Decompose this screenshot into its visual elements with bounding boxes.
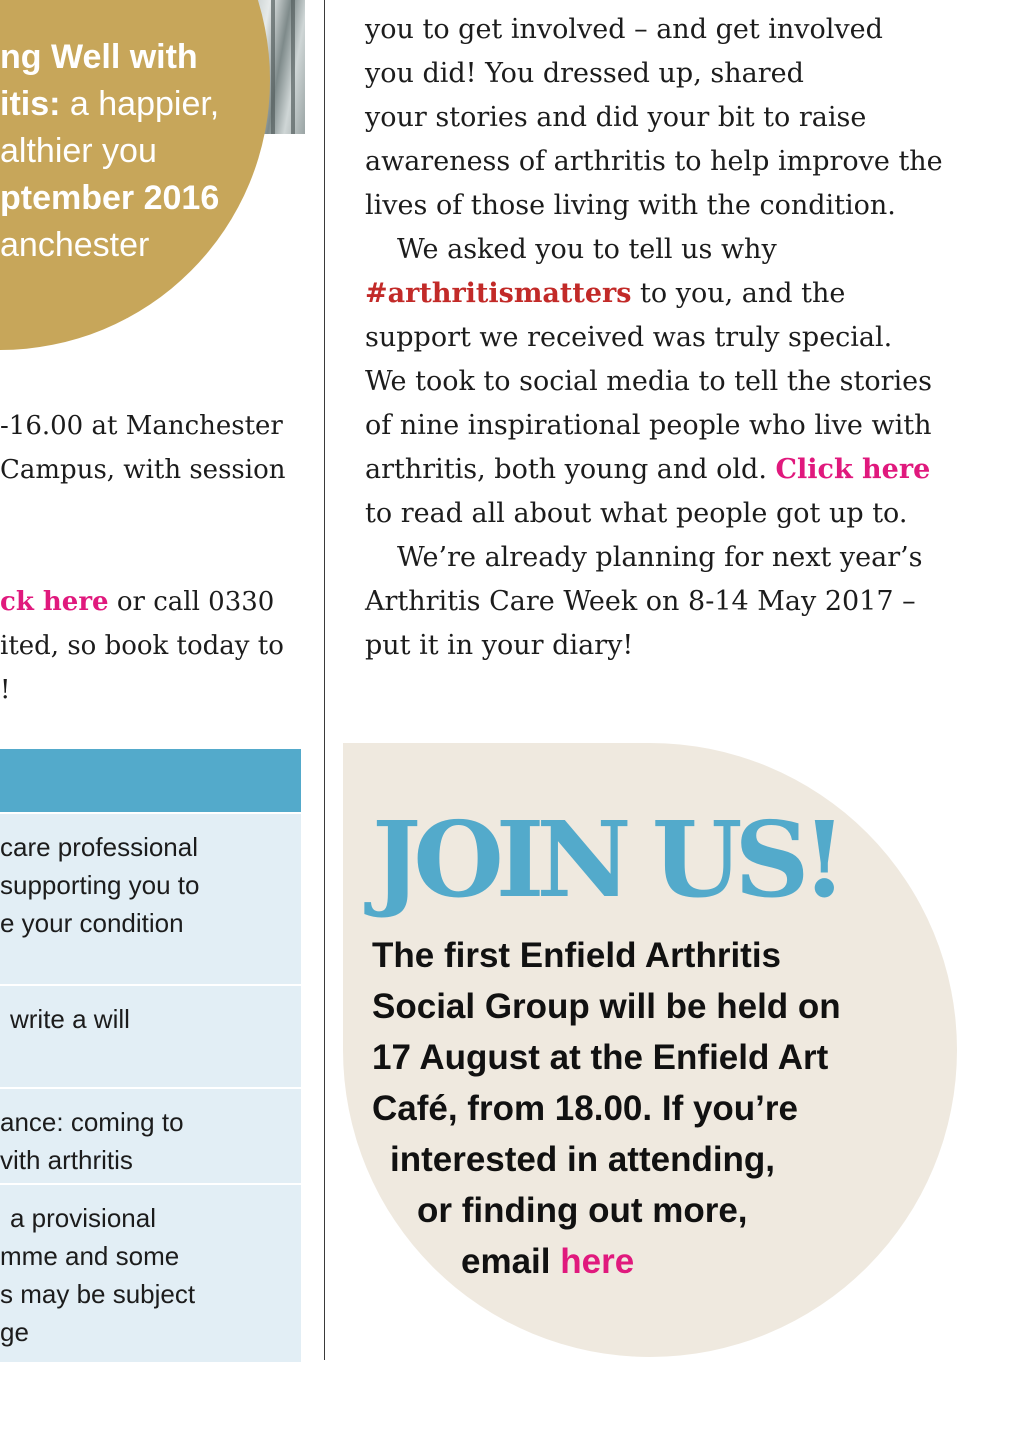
article-line: arthritis, both young and old. Click here [365,454,931,485]
article-line: lives of those living with the condition. [365,190,896,221]
join-line: or finding out more, [417,1191,748,1230]
table-cell-line: ge [0,1317,29,1347]
event-details-line: Campus, with session [0,455,286,485]
event-badge-line-3: althier you [0,132,157,170]
join-line: interested in attending, [390,1140,776,1179]
table-cell-line: e your condition [0,908,184,938]
article-line: #arthritismatters to you, and the [365,278,846,309]
event-badge-line-5: anchester [0,226,150,264]
event-details-line: -16.00 at Manchester [0,411,283,441]
join-us-title: JOIN US! [372,798,840,921]
event-badge-line-4: ptember 2016 [0,179,220,217]
table-cell-line: a provisional [10,1203,156,1233]
table-cell-line: s may be subject [0,1279,196,1309]
table-cell-line: mme and some [0,1241,180,1271]
join-line: 17 August at the Enfield Art [372,1038,829,1077]
table-row [0,1183,301,1362]
table-row [0,1087,301,1183]
article-line: We took to social media to tell the stories [365,366,932,397]
event-badge-line-1: ng Well with [0,38,198,76]
article-line: your stories and did your bit to raise [365,102,867,133]
booking-info [0,580,300,712]
event-badge-text [0,34,260,269]
table-cell-line: supporting you to [0,870,200,900]
article-line: of nine inspirational people who live with [365,410,932,441]
event-badge-line-2: itis: a happier, [0,85,220,123]
email-link[interactable]: here [560,1242,635,1281]
join-line: Café, from 18.00. If you’re [372,1089,798,1128]
join-line: The first Enfield Arthritis [372,936,782,975]
article-body [365,8,965,668]
article-line: you did! You dressed up, shared [365,58,804,89]
booking-line-2: ited, so book today to [0,631,284,661]
booking-line-3: ! [0,675,11,705]
article-line: Arthritis Care Week on 8-14 May 2017 – [365,586,916,617]
article-line: you to get involved – and get involved [365,14,883,45]
booking-link[interactable]: ck here [0,587,109,617]
join-line: email here [461,1242,635,1281]
article-line: We’re already planning for next year’s [397,542,923,573]
table-cell-line: write a will [10,1004,130,1034]
article-line: We asked you to tell us why [397,234,777,265]
article-line: support we received was truly special. [365,322,893,353]
article-line: awareness of arthritis to help improve the [365,146,943,177]
click-here-link[interactable]: Click here [775,454,931,485]
event-details [0,404,300,492]
join-us-body [372,930,841,1287]
table-cell-line: care professional [0,832,198,862]
table-cell-line: ance: coming to [0,1107,184,1137]
programme-table-header [0,749,301,812]
table-cell-line: vith arthritis [0,1145,133,1175]
article-line: put it in your diary! [365,630,634,661]
table-row [0,812,301,984]
join-line: Social Group will be held on [372,987,841,1026]
column-divider [324,0,325,1360]
booking-line-1: ck here or call 0330 [0,587,275,617]
article-line: to read all about what people got up to. [365,498,908,529]
hashtag-link[interactable]: #arthritismatters [365,278,632,309]
table-row [0,984,301,1087]
